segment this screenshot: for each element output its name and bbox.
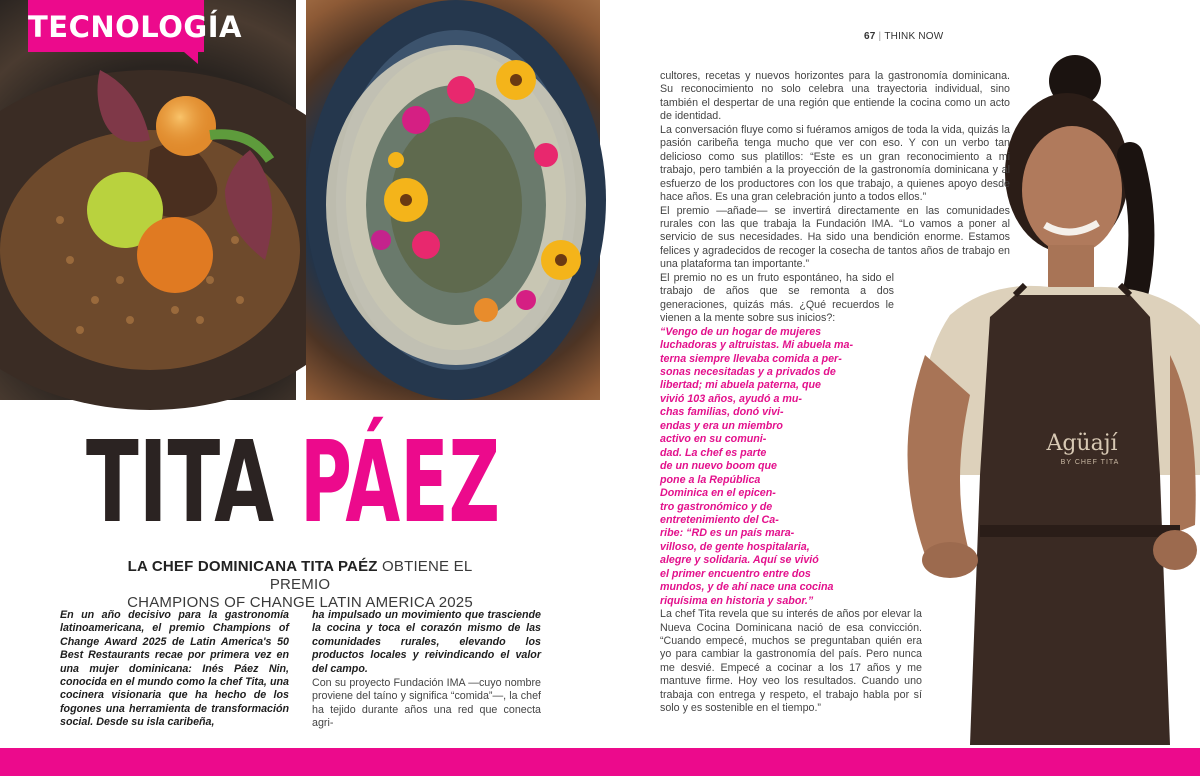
pull-quote-line: mundos, y de ahí nace una cocina — [660, 581, 834, 594]
headline-last-name: PÁEZ — [300, 418, 617, 548]
pull-quote-line: dad. La chef es parte — [660, 446, 767, 459]
pull-quote-line: de un nuevo boom que — [660, 460, 777, 473]
risotto-dish-photo — [0, 0, 296, 400]
apron-logo-subtitle: BY CHEF TITA — [1060, 459, 1120, 466]
pull-quote-line: ribe: “RD es un país mara- — [660, 527, 795, 540]
pull-quote-line: terna siempre llevaba comida a per- — [660, 352, 842, 365]
pull-quote-line: pone a la República — [660, 473, 761, 486]
article-right-page — [660, 70, 1010, 716]
article-lead-continued: ha impulsado un movimiento que trasciende la cocina y toca el corazón mismo de las comunidades rurales, elevando los productos locales y reivindicando el valor del campo. — [312, 609, 541, 675]
pull-quote-line: vivió 103 años, ayudó a mu- — [660, 392, 802, 405]
article-paragraph-prize: El premio —añade— se invertirá directamente en las comunidades rurales con las que trabaja la Fundación IMA. “Lo vamos a poner al servicio de sus necesidades. Ha sido una bendición enorme. Estamos felices y agradecidos de recoger la cosecha de tantos años de trabajo en una plataforma tan importante.” — [660, 204, 1010, 271]
pull-quote-line: entretenimiento del Ca- — [660, 513, 779, 526]
page-folio — [864, 31, 943, 42]
magazine-name: THINK NOW — [884, 31, 944, 42]
footer-accent-bar — [0, 748, 1200, 776]
section-tag — [28, 0, 242, 52]
article-paragraph-ima-continued: cultores, recetas y nuevos horizontes para la gastronomía dominicana. Su reconocimiento no solo celebra una trayectoria individual, sino también el despertar de una región que entiende la cocina como un acto de identidad. — [660, 70, 1010, 123]
deck-subtitle — [100, 558, 500, 612]
folio-separator: | — [878, 31, 882, 42]
section-tag-label: TECNOLOGÍA — [28, 10, 242, 44]
headline — [80, 413, 617, 548]
pull-quote-line: el primer encuentro entre dos — [660, 567, 811, 580]
deck-line2: CHAMPIONS OF CHANGE LATIN AMERICA 2025 — [127, 594, 473, 611]
headline-first-name: TITA — [86, 418, 275, 548]
pull-quote-line: Dominica en el epicen- — [660, 487, 776, 500]
deck-line1-rest: OBTIENE EL PREMIO — [269, 558, 473, 593]
article-paragraph-ima: Con su proyecto Fundación IMA —cuyo nombre proviene del taíno y significa “comida”—, la chef ha tejido durante años una red que conecta agri- — [312, 677, 541, 730]
deck-bold: LA CHEF DOMINICANA TITA PAÉZ — [127, 558, 378, 575]
article-column-2 — [312, 609, 541, 731]
pull-quote-line: libertad; mi abuela paterna, que — [660, 379, 821, 392]
pull-quote — [660, 326, 1010, 609]
article-column-1 — [60, 609, 289, 729]
article-lead: En un año decisivo para la gastronomía latinoamericana, el premio Champions of Change Award 2025 de Latin America's 50 Best Restaurants recae por primera vez en una mujer dominicana: Inés Páez Nin, conocida en el mundo como la chef Tita, una cocinera visionaria que ha hecho de los fogones una herramienta de transformación social. Desde su isla caribeña, — [60, 609, 289, 729]
article-paragraph-conversation: La conversación fluye como si fuéramos amigos de toda la vida, quizás la pasión caribeña tenga mucho que ver con eso. Y con un verbo tan delicioso como sus platillos: “Este es un gran reconocimiento a mi trabajo, pero también a la proyección de la gastronomía dominicana y al esfuerzo de los productores con los que trabajo, a quienes apoyo desde hace años. Es una gran celebración junto a todos ellos.” — [660, 123, 1010, 204]
pull-quote-line: endas y era un miembro — [660, 419, 783, 432]
pull-quote-line: alegre y solidaria. Aquí se vivió — [660, 554, 819, 567]
ceviche-dish-photo — [306, 0, 600, 400]
pull-quote-line: sonas necesitadas y a privados de — [660, 365, 836, 378]
pull-quote-line: chas familias, donó vivi- — [660, 406, 784, 419]
pull-quote-line: activo en su comuni- — [660, 433, 767, 446]
page-number: 67 — [864, 31, 876, 42]
pull-quote-line: luchadoras y altruistas. Mi abuela ma- — [660, 339, 854, 352]
pull-quote-line: riquísima en historia y sabor.” — [660, 594, 814, 607]
pull-quote-line: tro gastronómico y de — [660, 500, 773, 513]
article-paragraph-revela: La chef Tita revela que su interés de años por elevar la Nueva Cocina Dominicana nació de esa convicción. “Cuando empecé, muchos se preguntaban quién era yo para cambiar la gastronomía del país. Pero nunca me desvié. Empecé a cocinar a los 17 años y me mantuve firme. Hoy veo los resultados. Cuando uno trabaja con entrega y respeto, el trabajo habla por sí solo y es sostenible en el tiempo.” — [660, 608, 922, 715]
pull-quote-line: villoso, de gente hospitalaria, — [660, 540, 810, 553]
apron-logo: Agüají — [1046, 431, 1118, 456]
article-paragraph-origins: El premio no es un fruto espontáneo, ha sido el trabajo de años que se remonta a dos generaciones, quizás más. ¿Qué recuerdos le vienen a la mente sobre sus inicios?: — [660, 271, 894, 325]
pull-quote-line: “Vengo de un hogar de mujeres — [660, 325, 822, 338]
